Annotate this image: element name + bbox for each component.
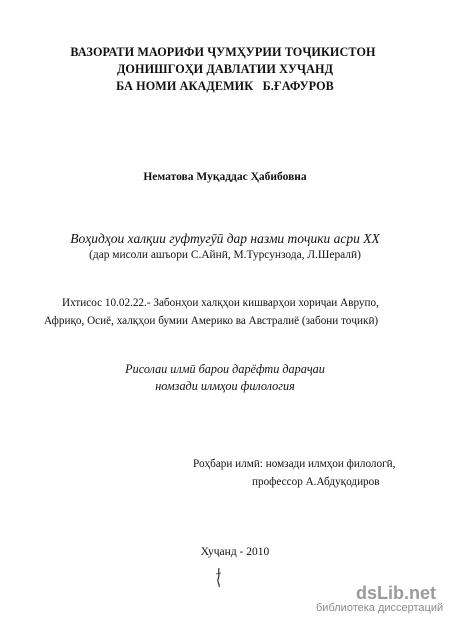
specialty-line-2: Африқо, Осиё, халқҳои бумии Америко ва Австралиё (забони тоҷикӣ): [44, 315, 379, 327]
header-ministry: ВАЗОРАТИ МАОРИФИ ҶУМҲУРИИ ТОҶИКИСТОН: [70, 45, 376, 59]
watermark[interactable]: [316, 583, 444, 614]
degree-line-2: номзади илмҳои филология: [155, 379, 295, 393]
header-university: ДОНИШГОҲИ ДАВЛАТИИ ХУҶАНД: [116, 62, 334, 76]
dissertation-subtitle: (дар мисоли ашъори С.Айнӣ, М.Турсунзода, Л.Шералӣ): [89, 249, 361, 261]
watermark-tagline: библиотека диссертаций: [316, 602, 444, 614]
degree-line-1: Рисолаи илмӣ барои дарёфти дараҷаи: [125, 362, 325, 376]
watermark-logo: dsLib.net: [356, 583, 436, 603]
header-named-after: БА НОМИ АКАДЕМИК Б.ҒАФУРОВ: [116, 79, 334, 93]
dissertation-title: Воҳидҳои халқии гуфтугӯӣ дар назми тоҷики асри XX: [70, 231, 380, 246]
supervisor-line-1: Роҳбари илмӣ: номзади илмҳои филологӣ,: [193, 458, 396, 470]
specialty-line-1: Ихтисос 10.02.22.- Забонҳои халқҳои кишварҳои хориҷаи Аврупо,: [62, 297, 379, 309]
institution-header: [0, 44, 450, 95]
pen-mark-icon: [214, 566, 224, 588]
city-year: Хуҷанд - 2010: [200, 546, 270, 558]
author-name: Нематова Муқаддас Ҳабибовна: [143, 171, 307, 183]
supervisor-line-2: профессор А.Абдуқодиров: [252, 476, 380, 488]
